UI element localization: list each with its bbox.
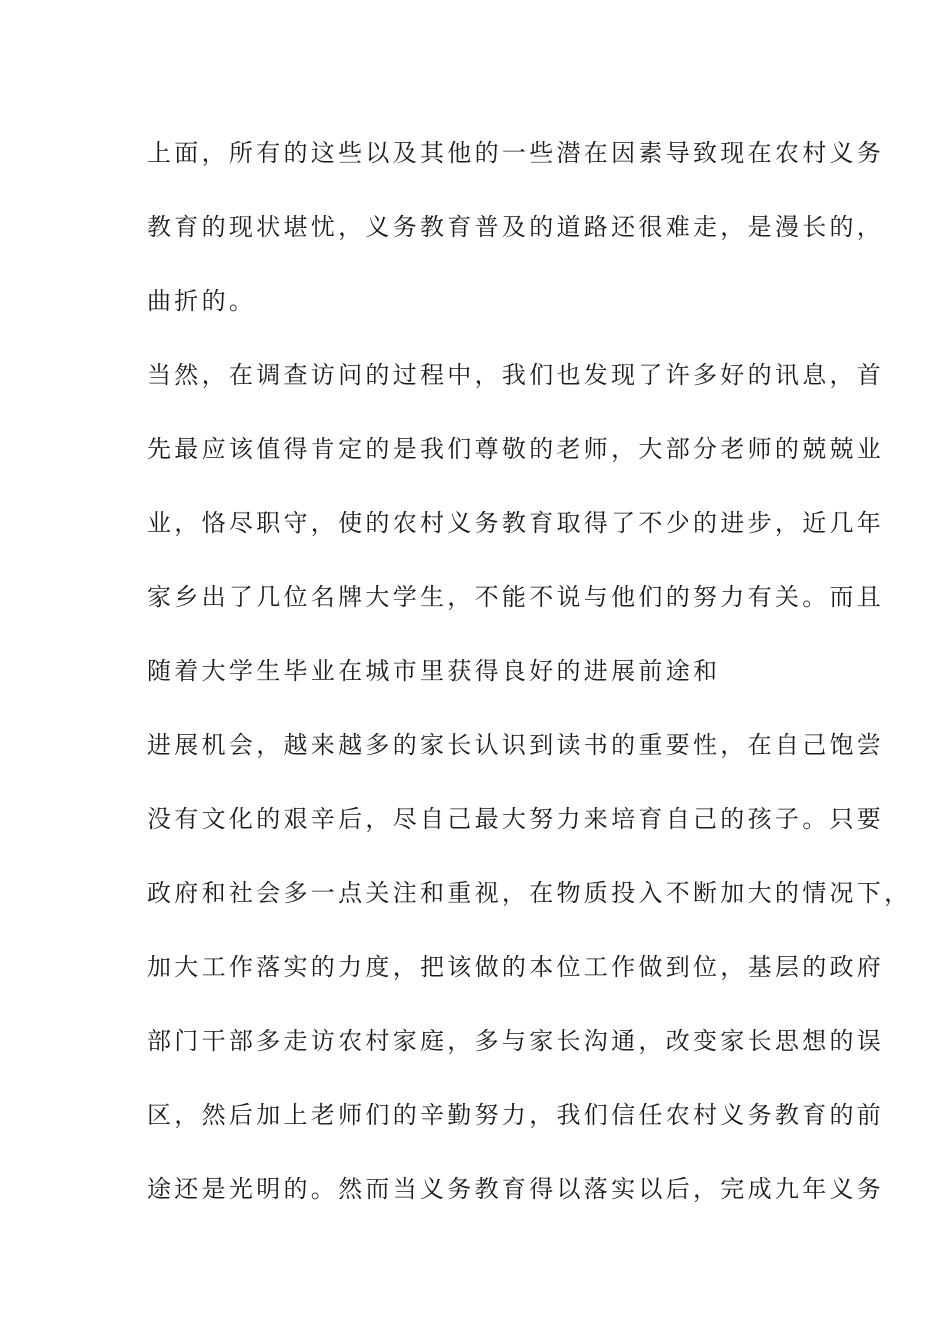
text-line: 随着大学生毕业在城市里获得良好的进展前途和	[147, 657, 721, 685]
text-line: 先最应该值得肯定的是我们尊敬的老师，大部分老师的兢兢业	[147, 435, 885, 463]
text-line: 家乡出了几位名牌大学生，不能不说与他们的努力有关。而且	[147, 583, 885, 611]
text-line: 业，恪尽职守，使的农村义务教育取得了不少的进步，近几年	[147, 509, 885, 537]
text-line: 部门干部多走访农村家庭，多与家长沟通，改变家长思想的误	[147, 1027, 885, 1055]
text-line: 进展机会，越来越多的家长认识到读书的重要性，在自己饱尝	[147, 731, 885, 759]
text-line: 教育的现状堪忧，义务教育普及的道路还很难走，是漫长的，	[147, 213, 885, 241]
text-line: 曲折的。	[147, 287, 257, 315]
text-line: 没有文化的艰辛后，尽自己最大努力来培育自己的孩子。只要	[147, 805, 885, 833]
text-line: 上面，所有的这些以及其他的一些潜在因素导致现在农村义务	[147, 139, 885, 167]
text-line: 途还是光明的。然而当义务教育得以落实以后，完成九年义务	[147, 1175, 885, 1203]
text-line: 加大工作落实的力度，把该做的本位工作做到位，基层的政府	[147, 953, 885, 981]
text-line: 当然，在调查访问的过程中，我们也发现了许多好的讯息，首	[147, 361, 885, 389]
text-line: 区，然后加上老师们的辛勤努力，我们信任农村义务教育的前	[147, 1101, 885, 1129]
text-line: 政府和社会多一点关注和重视，在物质投入不断加大的情况下，	[147, 879, 912, 907]
